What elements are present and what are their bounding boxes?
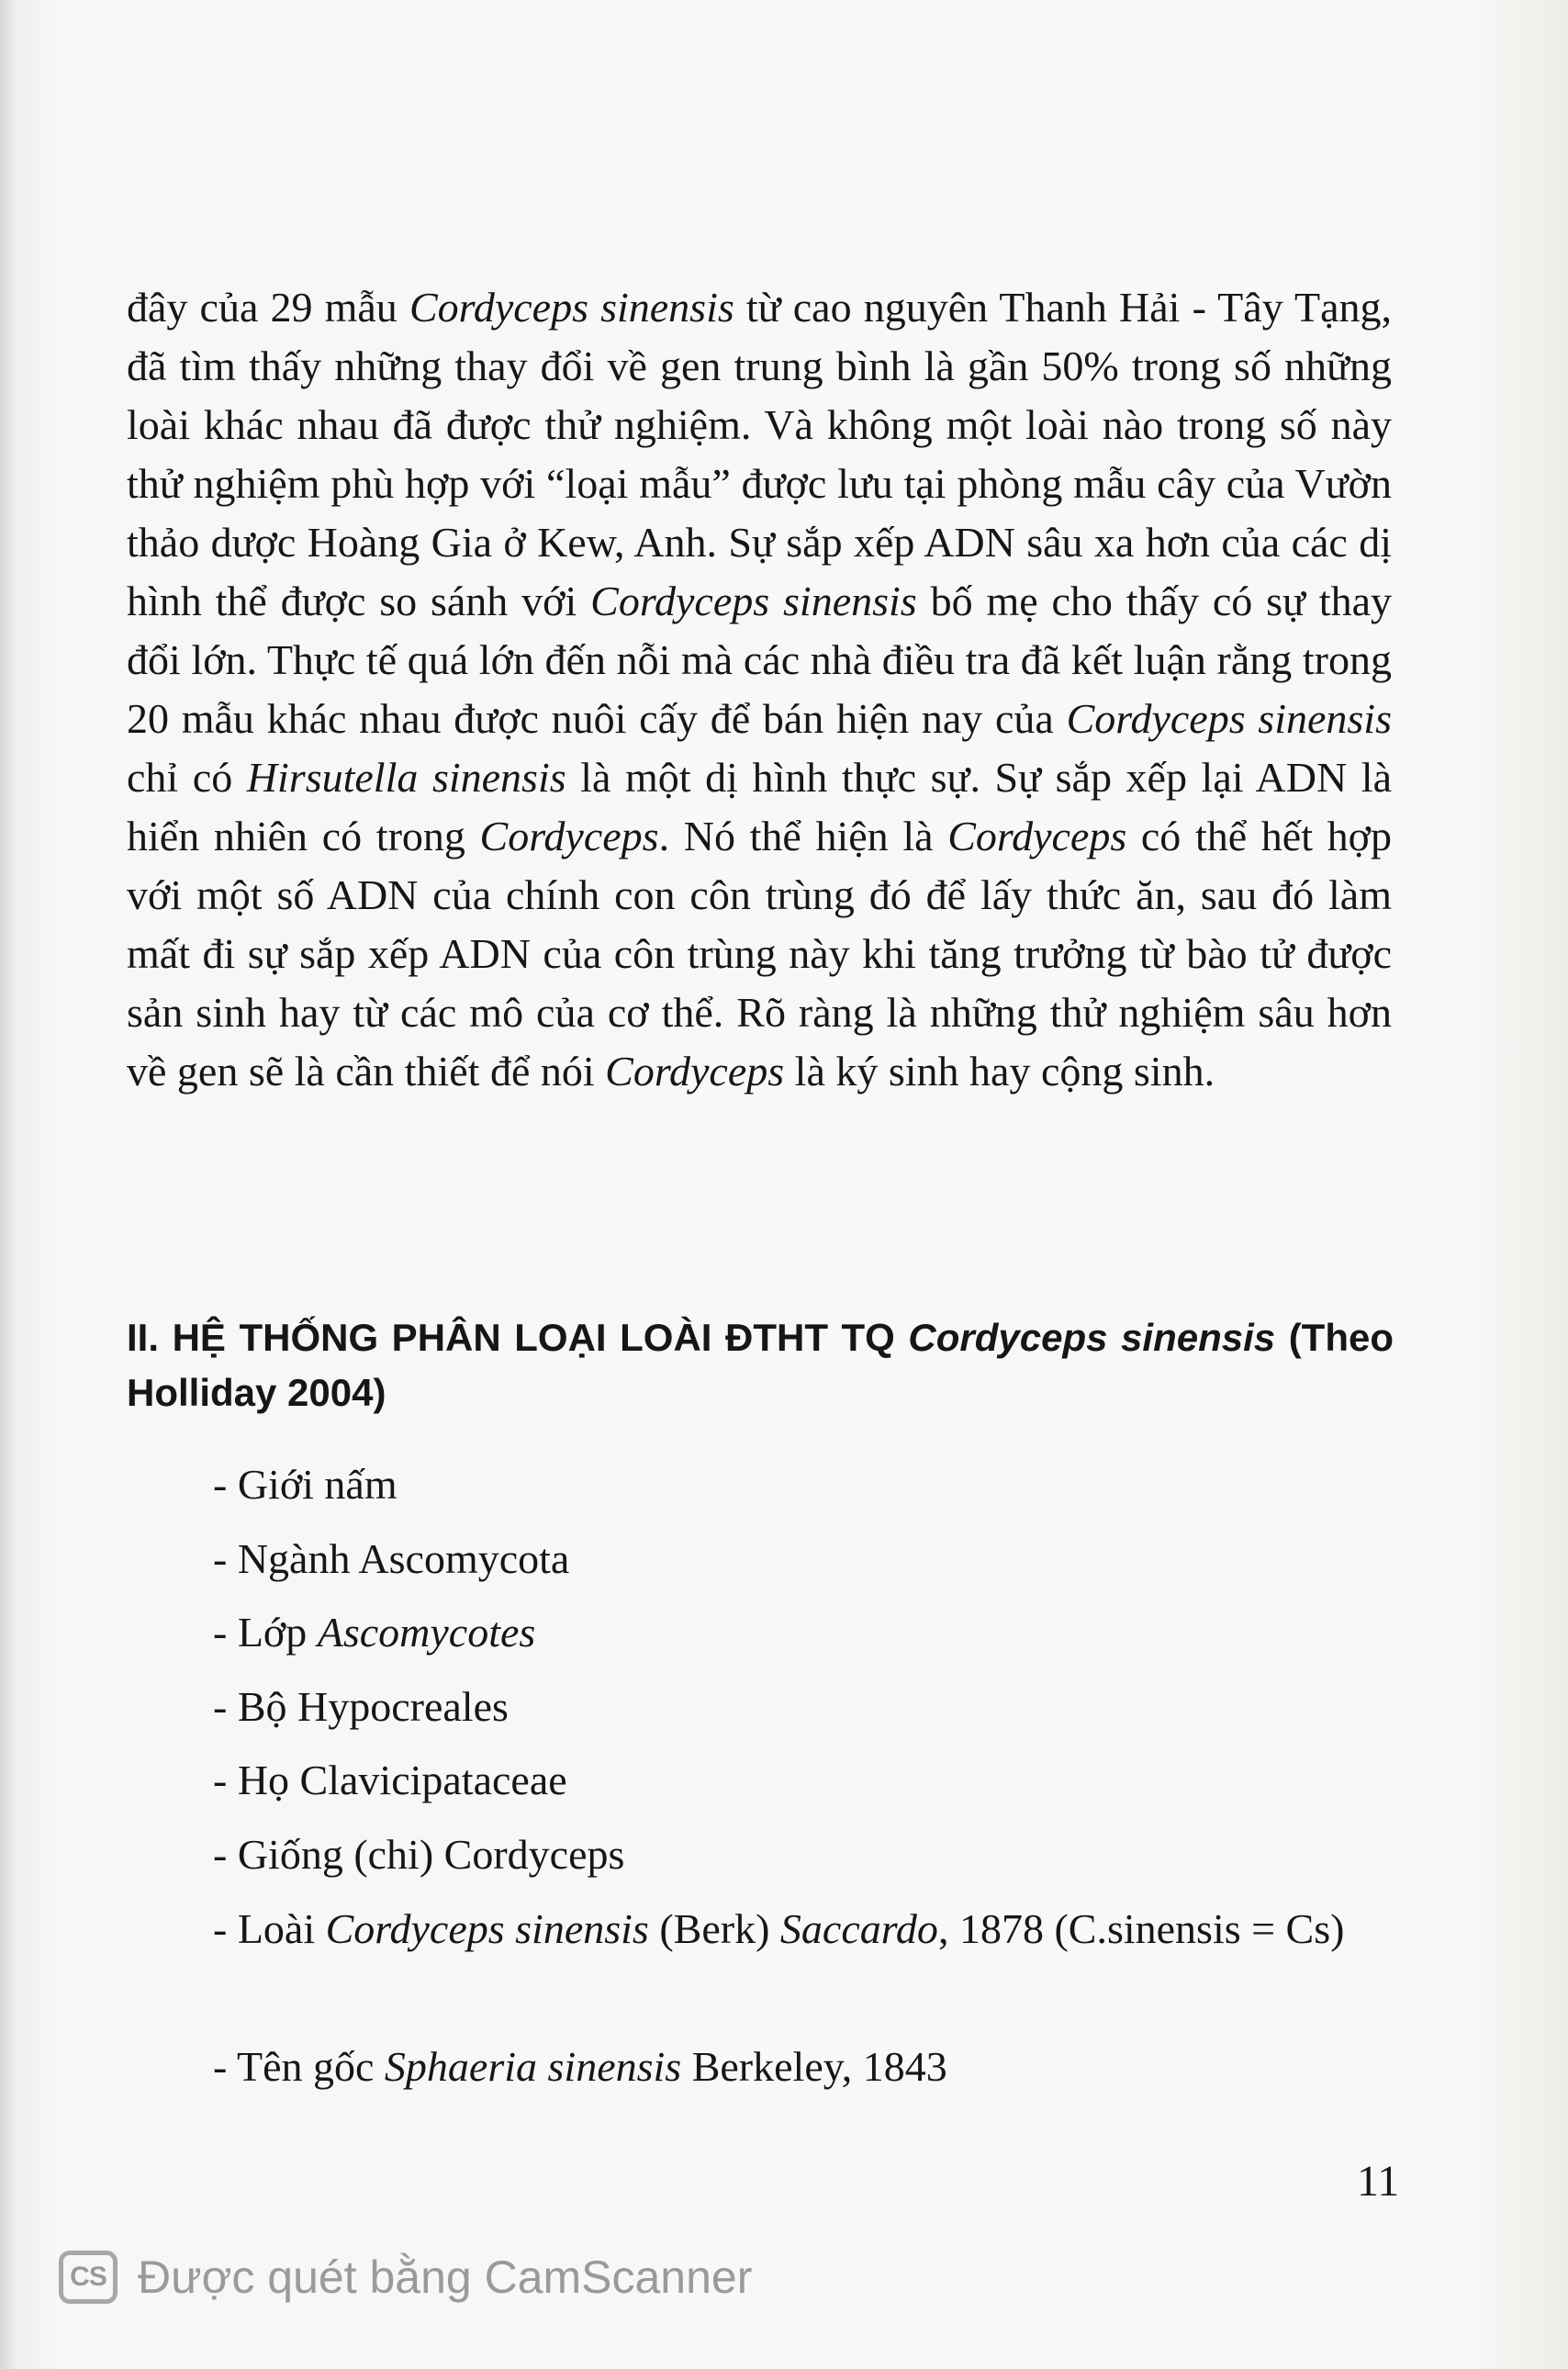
italic-term: Cordyceps bbox=[479, 813, 659, 859]
taxonomy-item-order: - Bộ Hypocreales bbox=[213, 1683, 509, 1730]
italic-term: Cordyceps sinensis bbox=[590, 578, 917, 624]
italic-term: Cordyceps sinensis bbox=[409, 284, 734, 331]
section-heading: II. HỆ THỐNG PHÂN LOẠI LOÀI ĐTHT TQ Cordyceps sinensis (Theo Holliday 2004) bbox=[127, 1316, 1394, 1414]
body-paragraph bbox=[127, 278, 1392, 1101]
taxonomy-item-class: - Lớp Ascomycotes bbox=[213, 1609, 536, 1656]
page-edge-shadow bbox=[0, 0, 17, 2369]
taxonomy-item-genus: - Giống (chi) Cordyceps bbox=[213, 1831, 625, 1878]
italic-term: Hirsutella sinensis bbox=[246, 754, 566, 801]
taxonomy-item-species: - Loài Cordyceps sinensis (Berk) Saccardo, 1878 (C.sinensis = Cs) bbox=[213, 1905, 1345, 1952]
italic-term: Cordyceps sinensis bbox=[908, 1316, 1276, 1359]
italic-term: Cordyceps bbox=[947, 813, 1127, 859]
italic-term: Sphaeria sinensis bbox=[384, 2043, 682, 2090]
italic-term: Ascomycotes bbox=[317, 1609, 536, 1656]
paragraph-text: đây của 29 mẫu Cordyceps sinensis từ cao nguyên Thanh Hải - Tây Tạng, đã tìm thấy những thay đổi về gen trung bình là gần 50% trong số những loài khác nhau đã được thử nghiệm. Và không một loài nào trong số này thử nghiệm phù hợp với “loại mẫu” được lưu tại phòng mẫu cây của Vườn thảo dược Hoàng Gia ở Kew, Anh. Sự sắp xếp ADN sâu xa hơn của các dị hình thể được so sánh với Cordyceps sinensis bố mẹ cho thấy có sự thay đổi lớn. Thực tế quá lớn đến nỗi mà các nhà điều tra đã kết luận rằng trong 20 mẫu khác nhau được nuôi cấy để bán hiện nay của Cordyceps sinensis chỉ có Hirsutella sinensis là một dị hình thực sự. Sự sắp xếp lại ADN là hiển nhiên có trong Cordyceps. Nó thể hiện là Cordyceps có thể hết hợp với một số ADN của chính con côn trùng đó để lấy thức ăn, sau đó làm mất đi sự sắp xếp ADN của côn trùng này khi tăng trưởng từ bào tử được sản sinh hay từ các mô của cơ thể. Rõ ràng là những thử nghiệm sâu hơn về gen sẽ là cần thiết để nói Cordyceps là ký sinh hay cộng sinh. bbox=[127, 284, 1393, 1095]
italic-term: Cordyceps bbox=[605, 1048, 785, 1095]
taxonomy-item-basionym: - Tên gốc Sphaeria sinensis Berkeley, 1843 bbox=[213, 2043, 947, 2090]
page-number: 11 bbox=[1357, 2157, 1400, 2206]
taxonomy-item-phylum: - Ngành Ascomycota bbox=[213, 1535, 570, 1582]
italic-term: Cordyceps sinensis bbox=[1066, 695, 1392, 742]
taxonomy-item-kingdom: - Giới nấm bbox=[213, 1461, 398, 1508]
camscanner-logo-icon: CS bbox=[59, 2251, 118, 2304]
scanner-watermark-text: Được quét bằng CamScanner bbox=[138, 2251, 753, 2303]
scanner-watermark bbox=[59, 2245, 752, 2309]
taxonomy-item-family: - Họ Clavicipataceae bbox=[213, 1757, 567, 1803]
italic-term: Saccardo bbox=[779, 1905, 938, 1952]
italic-term: Cordyceps sinensis bbox=[325, 1905, 649, 1952]
